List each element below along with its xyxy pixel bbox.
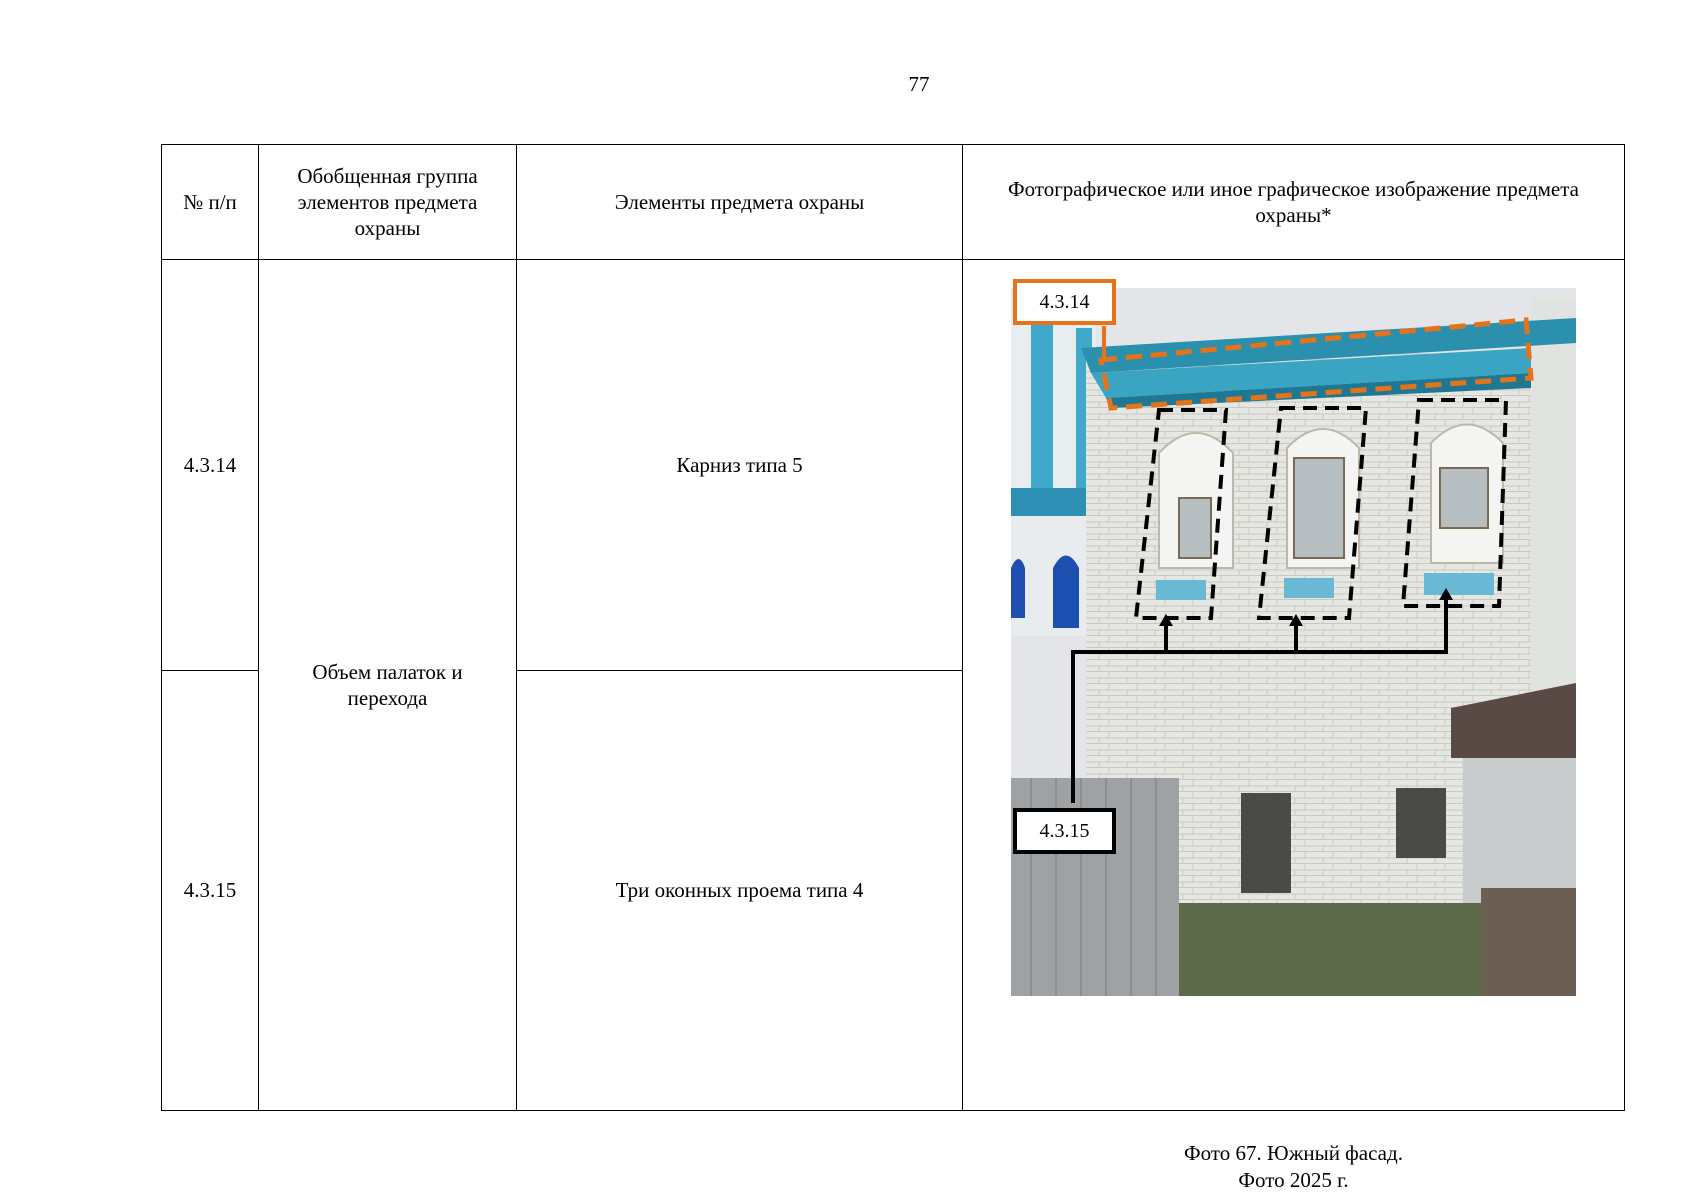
header-elements: Элементы предмета охраны <box>517 145 963 260</box>
element-cell: Три оконных проема типа 4 <box>517 670 963 1110</box>
row-number: 4.3.15 <box>162 670 259 1110</box>
label-cornice-box: 4.3.14 <box>1013 279 1116 325</box>
label-windows-box: 4.3.15 <box>1013 808 1116 854</box>
group-cell: Объем палаток и перехода <box>259 260 517 1111</box>
table-header-row <box>162 145 1625 260</box>
table-row <box>162 260 1625 670</box>
header-group: Обобщенная группа элементов предмета охраны <box>259 145 517 260</box>
header-num: № п/п <box>162 145 259 260</box>
header-image: Фотографическое или иное графическое изображение предмета охраны* <box>963 145 1625 260</box>
caption-line-1: Фото 67. Южный фасад. <box>1184 1141 1403 1166</box>
page-number: 77 <box>908 72 930 96</box>
photo-cell <box>963 260 1625 1193</box>
caption-line-2: Фото 2025 г. <box>1238 1168 1349 1193</box>
photo-caption <box>963 1140 1624 1195</box>
facade-photo <box>1011 288 1576 996</box>
protection-elements-table <box>161 144 1625 1193</box>
row-number: 4.3.14 <box>162 260 259 670</box>
element-cell: Карниз типа 5 <box>517 260 963 670</box>
